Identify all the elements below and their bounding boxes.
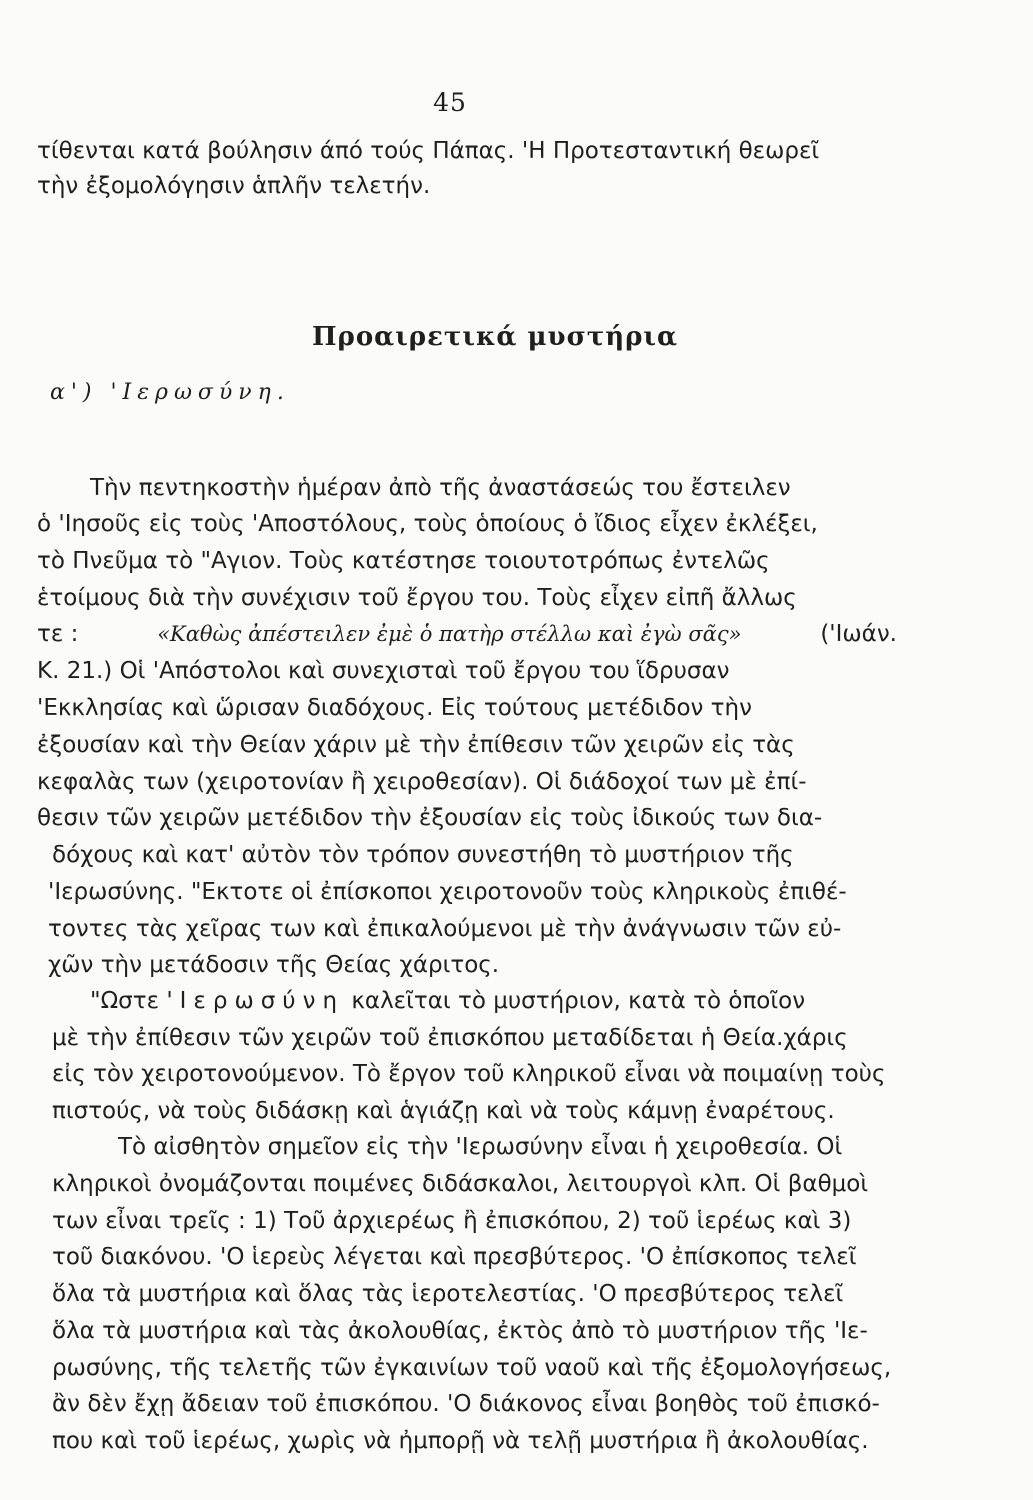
text-line: 'Εκκλησίας καὶ ὥρισαν διαδόχους. Εἰς τούτους μετέδιδον τὴν (37, 695, 752, 721)
text-line: που καὶ τοῦ ἱερέως, χωρὶς νὰ ἠμπορῇ νὰ τελῇ μυστήρια ἢ ἀκολουθίας. (52, 1428, 869, 1454)
intro-line: τίθενται κατά βούλησιν άπό τούς Πάπας. 'Η Προτεσταντική θεωρεῖ (37, 138, 820, 164)
text-line: θεσιν τῶν χειρῶν μετέδιδον τὴν ἐξουσίαν εἰς τοὺς ἰδικούς των δια- (37, 805, 823, 831)
subsection-heading: α') 'Ιερωσύνη. (50, 380, 290, 405)
text-line: ἑτοίμους διὰ τὴν συνέχισιν τοῦ ἔργου του. Τοὺς εἶχεν εἰπῆ ἄλλως (37, 585, 797, 611)
text-line: χῶν τὴν μετάδοσιν τῆς Θείας χάριτος. (48, 952, 500, 978)
text-line: κληρικοὶ ὀνομάζονται ποιμένες διδάσκαλοι, λειτουργοὶ κλπ. Οἱ βαθμοὶ (52, 1171, 869, 1197)
text-line (90, 985, 805, 1017)
scripture-quote: «Καθὼς ἀπέστειλεν ἐμὲ ὁ πατὴρ στέλλω καὶ ἐγὼ σᾶς» (157, 622, 742, 646)
text-line: δόχους καὶ κατ' αὐτὸν τὸν τρόπον συνεστήθη τὸ μυστήριον τῆς (52, 842, 794, 868)
text-line: τοῦ διακόνου. 'Ο ἱερεὺς λέγεται καὶ πρεσβύτερος. 'Ο ἐπίσκοπος τελεῖ (52, 1244, 857, 1270)
quote-line (37, 618, 897, 650)
text-line: εἰς τὸν χειροτονούμενον. Τὸ ἔργον τοῦ κληρικοῦ εἶναι νὰ ποιμαίνῃ τοὺς (52, 1061, 886, 1087)
text-line: πιστούς, νὰ τοὺς διδάσκῃ καὶ ἁγιάζῃ καὶ νὰ τοὺς κάμνῃ ἐναρέτους. (52, 1098, 835, 1124)
spaced-term: 'Ιερωσύνη (166, 988, 345, 1014)
text-line: Κ. 21.) Οἱ 'Απόστολοι καὶ συνεχισταὶ τοῦ ἔργου του ἵδρυσαν (37, 658, 730, 684)
text-line: τὸ Πνεῦμα τὸ "Αγιον. Τοὺς κατέστησε τοιουτοτρόπως ἐντελῶς (37, 548, 770, 574)
quote-reference: ('Ιωάν. (820, 621, 897, 647)
text-line: ὅλα τὰ μυστήρια καὶ ὅλας τὰς ἱεροτελεστίας. 'Ο πρεσβύτερος τελεῖ (52, 1281, 844, 1307)
text-line: κεφαλὰς των (χειροτονίαν ἢ χειροθεσίαν). Οἱ διάδοχοί των μὲ ἐπί- (37, 769, 807, 795)
text-line: Τὴν πεντηκοστὴν ἡμέραν ἀπὸ τῆς ἀναστάσεώς του ἔστειλεν (90, 475, 791, 501)
text-line: Τὸ αἰσθητὸν σημεῖον εἰς τὴν 'Ιερωσύνην εἶναι ἡ χειροθεσία. Οἱ (118, 1134, 843, 1160)
page-number: 45 (433, 88, 467, 117)
text-fragment: "Ωστε (90, 988, 160, 1014)
text-line: ὁ 'Ιησοῦς εἰς τοὺς 'Αποστόλους, τοὺς ὁποίους ὁ ἴδιος εἶχεν ἐκλέξει, (37, 511, 818, 537)
intro-line: τὴν ἐξομολόγησιν ἁπλῆν τελετήν. (37, 173, 431, 199)
section-heading: Προαιρετικά μυστήρια (312, 322, 679, 352)
text-line: τοντες τὰς χεῖρας των καὶ ἐπικαλούμενοι μὲ τὴν ἀνάγνωσιν τῶν εὐ- (48, 916, 842, 942)
quote-prefix: τε : (37, 621, 79, 647)
text-line: ὅλα τὰ μυστήρια καὶ τὰς ἀκολουθίας, ἐκτὸς ἀπὸ τὸ μυστήριον τῆς 'Ιε- (52, 1318, 868, 1344)
text-line: ἂν δὲν ἔχῃ ἄδειαν τοῦ ἐπισκόπου. 'Ο διάκονος εἶναι βοηθὸς τοῦ ἐπισκό- (52, 1391, 880, 1417)
text-fragment: καλεῖται τὸ μυστήριον, κατὰ τὸ ὁποῖον (351, 988, 806, 1014)
text-line: ἐξουσίαν καὶ τὴν Θείαν χάριν μὲ τὴν ἐπίθεσιν τῶν χειρῶν εἰς τὰς (37, 732, 795, 758)
text-line: ρωσύνης, τῆς τελετῆς τῶν ἐγκαινίων τοῦ ναοῦ καὶ τῆς ἐξομολογήσεως, (52, 1355, 892, 1381)
text-line: 'Ιερωσύνης. "Εκτοτε οἱ ἐπίσκοποι χειροτονοῦν τοὺς κληρικοὺς ἐπιθέ- (48, 879, 847, 905)
text-line: των εἶναι τρεῖς : 1) Τοῦ ἀρχιερέως ἢ ἐπισκόπου, 2) τοῦ ἱερέως καὶ 3) (52, 1208, 852, 1234)
text-line: μὲ τὴν ἐπίθεσιν τῶν χειρῶν τοῦ ἐπισκόπου μεταδίδεται ἡ Θεία.χάρις (52, 1025, 848, 1051)
